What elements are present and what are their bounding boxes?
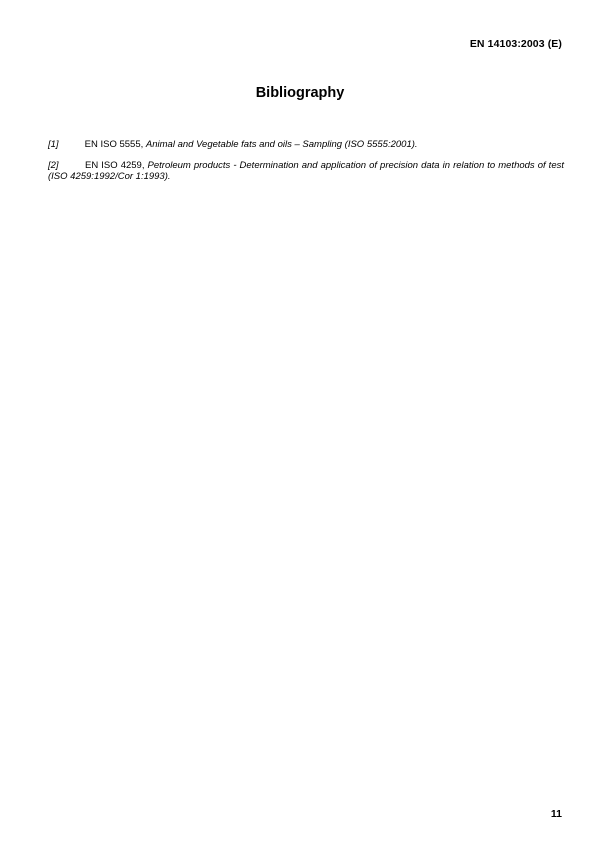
reference-standard: EN ISO 4259,	[85, 159, 145, 171]
page-title: Bibliography	[255, 85, 345, 101]
reference-item	[48, 139, 564, 151]
reference-title: Petroleum products - Determination and application of precision data in relation to methods of test (ISO 4259:1992/Cor 1:1993).	[48, 159, 564, 183]
reference-title: Animal and Vegetable fats and oils – Sampling (ISO 5555:2001).	[145, 139, 418, 150]
document-id: EN 14103:2003 (E)	[469, 38, 562, 50]
reference-item	[48, 160, 564, 183]
reference-number: [2]	[48, 159, 59, 171]
reference-list	[48, 139, 564, 192]
page-number: 11	[550, 808, 562, 820]
reference-standard: EN ISO 5555,	[84, 139, 144, 150]
reference-number: [1]	[48, 139, 59, 150]
